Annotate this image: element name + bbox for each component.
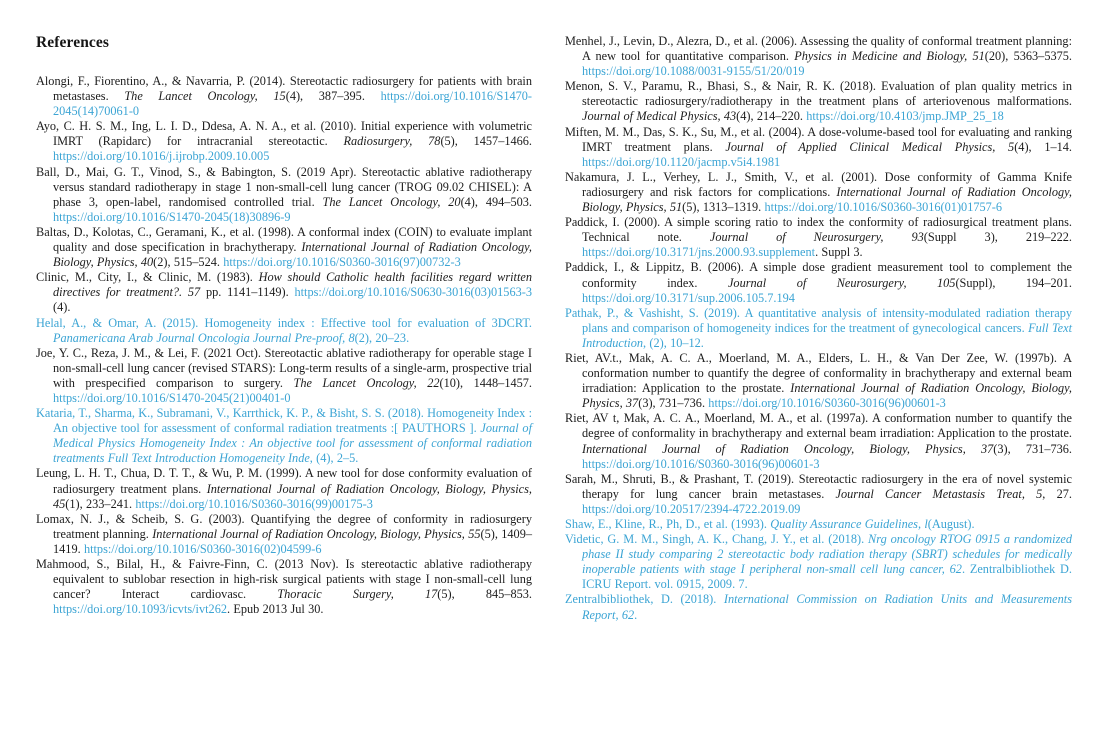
reference-text: (2), 20–23. [354,330,410,345]
doi-link[interactable]: https://doi.org/10.1016/j.ijrobp.2009.10.005 [53,149,270,164]
doi-link[interactable]: https://doi.org/10.4103/jmp.JMP_25_18 [806,109,1004,124]
reference-entry [36,74,532,119]
reference-text: International Commission on Radiation Units and Measurements Report, 62 [582,592,1072,622]
reference-entry [565,532,1072,592]
reference-text: . Suppl 3. [815,245,863,260]
reference-text: . Epub 2013 Jul 30. [227,602,324,617]
reference-text: Nakamura, J. L., Verhey, L. J., Smith, V., et al. (2001). Dose conformity of Gamma Knife radiosurgery and risk factors for complications. [565,169,1072,199]
reference-text: Riet, AV.t., Mak, A. C. A., Moerland, M. A., Elders, L. H., & Van Der Zee, W. (1997b). A conformation number to quantify the degree of conformality in brachytherapy and external beam irradiation: Application to the prostate. [565,350,1072,396]
reference-text: . Zentralbibliothek D. ICRU Report. vol. 0915, 2009. 7. [582,562,1072,592]
doi-link[interactable]: https://doi.org/10.1016/S1470-2045(21)00401-0 [53,390,291,405]
reference-entry [36,225,532,270]
reference-text: Ball, D., Mai, G. T., Vinod, S., & Babington, S. (2019 Apr). Stereotactic ablative radiotherapy versus standard radiotherapy in stage 1 non-small-cell lung cancer (TROG 09.02 CHISEL): A phase 3, open-label, randomised controlled trial. [36,164,532,209]
reference-text: Helal, A., & Omar, A. (2015). Homogeneity index : Effective tool for evaluation of 3DCRT. [36,315,532,330]
reference-entry [36,316,532,346]
reference-text: (1), 233–241. [65,496,136,511]
references-list-right [565,34,1072,623]
references-column-right [565,34,1072,623]
reference-text: Pathak, P., & Vashisht, S. (2019). A quantitative analysis of intensity-modulated radiation therapy plans and comparison of homogeneity indices for the treatment of gynecological cancers. [565,305,1072,335]
reference-text: International Journal of Radiation Oncology, Biology, Physics, 51 [582,184,1073,215]
reference-text: Paddick, I. (2000). A simple scoring ratio to index the conformity of radiosurgical treatment plans. Technical note. [565,215,1072,245]
reference-text: International Journal of Radiation Oncology, Biology, Physics, 55 [152,526,481,541]
reference-entry [36,466,532,511]
reference-text: International Journal of Radiation Oncology, Biology, Physics, 37 [582,381,1072,411]
reference-text: Journal of Medical Physics, 43 [582,109,737,124]
reference-text: Mahmood, S., Bilal, H., & Faivre-Finn, C. (2013 Nov). Is stereotactic ablative radiotherapy equivalent to sublobar resection in high-risk surgical patients with stage I non-small-cell lung cancer? Interact cardiovasc. [36,557,532,602]
reference-text: The Lancet Oncology, 15 [124,89,286,104]
reference-text: Ayo, C. H. S. M., Ing, L. I. D., Ddesa, A. N. A., et al. (2010). Initial experience with volumetric IMRT (Rapidarc) for intracranial stereotactic. [36,119,532,149]
reference-entry [36,119,532,164]
reference-text: Baltas, D., Kolotas, C., Geramani, K., et al. (1998). A conformal index (COIN) to evaluate implant quality and dose specification in brachytherapy. [36,224,532,255]
reference-text: Physics in Medicine and Biology, 51 [794,49,985,64]
doi-link[interactable]: https://doi.org/10.1120/jacmp.v5i4.1981 [582,154,781,169]
doi-link[interactable]: https://doi.org/10.1093/icvts/ivt262 [53,602,227,617]
reference-entry [565,125,1072,170]
reference-text: pp. 1141–1149). [200,285,295,300]
reference-text: , (4), 2–5. [309,451,359,466]
reference-text: (3), 731–736. [993,441,1072,456]
reference-text: (Suppl), 194–201. [955,275,1072,290]
reference-entry [36,557,532,617]
reference-entry [565,79,1072,124]
reference-text: Paddick, I., & Lippitz, B. (2006). A simple dose gradient measurement tool to complement the conformity index. [565,260,1072,290]
reference-text: Shaw, E., Kline, R., Ph, D., et al. (1993). [565,517,771,531]
reference-text: (4), 494–503. [460,194,532,209]
reference-text: Videtic, G. M. M., Singh, A. K., Chang, J. Y., et al. (2018). [565,532,869,547]
reference-text: , (2), 10–12. [643,335,704,350]
reference-entry [565,351,1072,411]
reference-text: Menon, S. V., Paramu, R., Bhasi, S., & Nair, R. K. (2018). Evaluation of plan quality metrics in stereotactic radiosurgery/radiotherapy in the treatment plans of arteriovenous malformations. [565,79,1072,109]
reference-entry [565,260,1072,305]
reference-text: Menhel, J., Levin, D., Alezra, D., et al. (2006). Assessing the quality of conformal treatment planning: A new tool for quantitative comparison. [565,34,1072,64]
doi-link[interactable]: https://doi.org/10.3171/sup.2006.105.7.194 [582,290,795,305]
reference-text: Nrg oncology RTOG 0915 a randomized phase II study comparing 2 stereotactic body radiation therapy (SBRT) schedules for medically inoperable patients with stage I peripheral non-small cell lung cancer, 62 [582,532,1072,577]
reference-entry [565,472,1072,517]
reference-entry [36,512,532,557]
reference-text: (3), 731–736. [638,396,709,411]
reference-text: The Lancet Oncology, 22 [293,375,440,390]
doi-link[interactable]: https://doi.org/10.1016/S0360-3016(99)00175-3 [135,496,373,511]
reference-text: Leung, L. H. T., Chua, D. T. T., & Wu, P. M. (1999). A new tool for dose conformity evaluation of radiosurgery treatment plans. [36,466,532,496]
reference-entry [565,34,1072,79]
reference-text: (20), 5363–5375. [984,49,1072,64]
reference-text: (August). [927,517,975,531]
page-title: References [36,34,110,51]
reference-entry [565,411,1072,471]
reference-text: (5), 1409–1419. [53,526,532,556]
doi-link[interactable]: https://doi.org/10.1016/S0360-3016(97)00732-3 [223,255,461,270]
reference-text: (2), 515–524. [153,255,224,270]
reference-entry [565,306,1072,351]
reference-text: Lomax, N. J., & Scheib, S. G. (2003). Quantifying the degree of conformity in radiosurgery treatment planning. [36,511,532,541]
doi-link[interactable]: https://doi.org/10.1088/0031-9155/51/20/019 [582,64,805,79]
reference-text: (5), 1457–1466. [440,134,533,149]
doi-link[interactable]: https://doi.org/10.1016/S0360-3016(02)04599-6 [83,541,322,556]
doi-link[interactable]: https://doi.org/10.1016/S0630-3016(03)01563-3 [294,285,532,300]
reference-text: , 27. [1042,486,1072,501]
reference-text: (4). [53,300,71,315]
reference-text: (5), 1313–1319. [682,200,765,215]
reference-entry [36,165,532,225]
reference-text: Radiosurgery, 78 [343,134,441,149]
reference-text: Miften, M. M., Das, S. K., Su, M., et al. (2004). A dose-volume-based tool for evaluating and ranking IMRT treatment plans. [565,124,1072,154]
reference-text: . [634,607,638,622]
reference-text: Full Text Introduction [582,320,1072,350]
reference-text: Alongi, F., Fiorentino, A., & Navarria, P. (2014). Stereotactic radiosurgery for patients with brain metastases. [36,74,532,104]
reference-text: Riet, AV t, Mak, A. C. A., Moerland, M. A., et al. (1997a). A conformation number to quantify the degree of conformality in brachytherapy and external beam irradiation: Application to the prostate. [565,411,1072,441]
reference-entry [565,170,1072,215]
references-column-left [36,34,532,617]
doi-link[interactable]: https://doi.org/10.1016/S1470-2045(14)70061-0 [53,89,533,119]
reference-entry [565,517,1072,532]
reference-text: (5), 845–853. [437,587,532,602]
reference-text: (Suppl 3), 219–222. [923,230,1072,245]
reference-text: Thoracic Surgery, 17 [277,587,438,602]
reference-text: Zentralbibliothek, D. (2018). [565,592,724,607]
reference-text: Sarah, M., Shruti, B., & Prashant, T. (2019). Stereotactic radiosurgery in the era of novel systemic therapy for lung cancer brain metastases. [565,471,1072,501]
reference-text: (4), 387–395. [285,89,381,104]
doi-link[interactable]: https://doi.org/10.1016/S0360-3016(96)00601-3 [582,456,820,471]
reference-text: Clinic, M., City, I., & Clinic, M. (1983). [36,270,259,285]
reference-text: International Journal of Radiation Oncology, Biology, Physics, 37 [582,441,994,456]
doi-link[interactable]: https://doi.org/10.3171/jns.2000.93.supplement [582,245,816,260]
references-list-left [36,74,532,617]
reference-text: How should Catholic health facilities regard written directives for treatment?. 57 [53,270,532,300]
reference-text: Panamericana Arab Journal Oncologia Journal Pre-proof, 8 [53,330,355,345]
reference-entry [565,215,1072,260]
reference-text: Joe, Y. C., Reza, J. M., & Lei, F. (2021 Oct). Stereotactic ablative radiotherapy for operable stage I non-small-cell lung cancer (revised STARS): Long-term results of a single-arm, prospective trial with prespecified comparison to surgery. [36,345,532,390]
reference-text: Journal of Applied Clinical Medical Physics, 5 [725,139,1015,154]
reference-text: Kataria, T., Sharma, K., Subramani, V., Karrthick, K. P., & Bisht, S. S. (2018). Homogeneity Index : An objective tool for assessment of conformal radiation treatments :[ PAUTHORS ]. [36,406,532,436]
reference-text: Journal of Medical Physics Homogeneity Index : An objective tool for assessment of conformal radiation treatments Full Text Introduction Homogeneity Inde [53,421,532,466]
reference-entry [36,270,532,315]
reference-text: (10), 1448–1457. [439,375,533,390]
reference-text: Journal Cancer Metastasis Treat, 5 [835,486,1043,501]
reference-text: Quality Assurance Guidelines, l [770,517,928,531]
reference-text: The Lancet Oncology, 20 [322,194,461,209]
reference-text: International Journal of Radiation Oncology, Biology, Physics, 40 [53,240,532,270]
reference-entry [36,406,532,466]
reference-text: Journal of Neurosurgery, 93 [709,230,924,245]
reference-entry [36,346,532,406]
doi-link[interactable]: https://doi.org/10.1016/S0360-3016(01)01757-6 [764,200,1003,215]
doi-link[interactable]: https://doi.org/10.1016/S1470-2045(18)30896-9 [53,209,291,224]
doi-link[interactable]: https://doi.org/10.1016/S0360-3016(96)00601-3 [708,396,946,411]
reference-text: International Journal of Radiation Oncology, Biology, Physics, 45 [53,481,532,511]
reference-text: Journal of Neurosurgery, 105 [727,275,956,290]
reference-text: (4), 214–220. [736,109,807,124]
reference-entry [565,592,1072,622]
doi-link[interactable]: https://doi.org/10.20517/2394-4722.2019.09 [582,501,801,516]
reference-text: (4), 1–14. [1014,139,1072,154]
